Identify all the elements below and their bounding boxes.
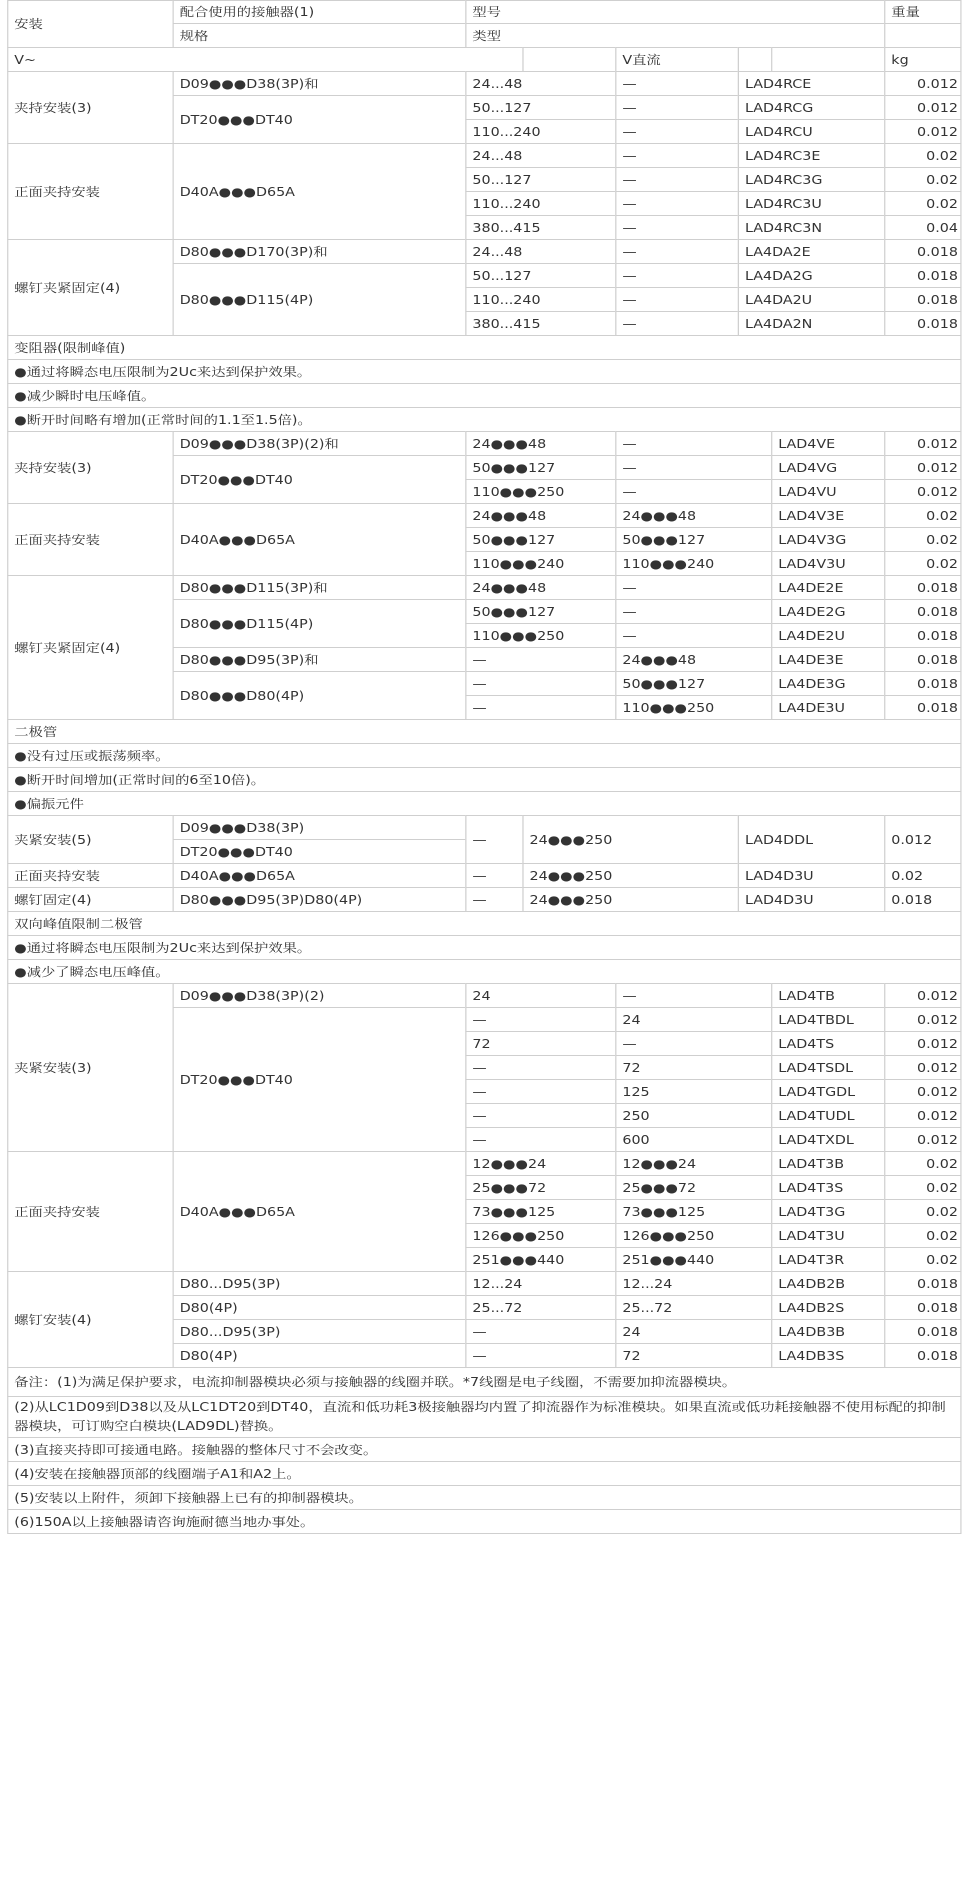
footnote-5: (5)安装以上附件，须卸下接触器上已有的抑制器模块。 xyxy=(7,1485,961,1510)
vdc-cell: 72 xyxy=(615,1343,772,1368)
model-cell: LAD4T3G xyxy=(771,1199,885,1224)
model-cell: LA4DE2U xyxy=(771,623,885,648)
vdc-cell: — xyxy=(615,167,739,192)
vac-cell: — xyxy=(465,863,523,888)
vdc-cell: — xyxy=(615,119,739,144)
install-clamp-3: 夹紧安装(3) xyxy=(7,983,174,1152)
weight-cell: 0.018 xyxy=(884,263,961,288)
vdc-cell: — xyxy=(615,215,739,240)
diode-bullet: ●没有过压或振荡频率。 xyxy=(7,743,961,768)
model-cell: LAD4T3S xyxy=(771,1175,885,1200)
footnote-6: (6)150A以上接触器请咨询施耐德当地办事处。 xyxy=(7,1509,961,1534)
vdc-cell: — xyxy=(615,455,772,480)
vdc-cell: — xyxy=(615,239,739,264)
vac-cell: — xyxy=(465,1055,616,1080)
weight-cell: 0.012 xyxy=(884,983,961,1008)
section-title-varistor: 变阻器(限制峰值) xyxy=(7,335,961,360)
weight-cell: 0.018 xyxy=(884,575,961,600)
vdc-cell: 25...72 xyxy=(615,1295,772,1320)
vac-cell: 24●●●48 xyxy=(465,431,616,456)
vdc-cell: — xyxy=(615,287,739,312)
model-cell: LAD4RCG xyxy=(738,95,886,120)
vac-cell: 380...415 xyxy=(465,215,616,240)
model-cell: LAD4VU xyxy=(771,479,885,504)
vdc-cell: — xyxy=(615,311,739,336)
weight-cell: 0.02 xyxy=(884,1223,961,1248)
weight-cell: 0.02 xyxy=(884,167,961,192)
model-cell: LA4DE2E xyxy=(771,575,885,600)
header-contactor: 配合使用的接触器(1) xyxy=(173,0,467,24)
model-cell: LA4DA2N xyxy=(738,311,886,336)
vdc-cell: — xyxy=(615,575,772,600)
vac-cell: 25●●●72 xyxy=(465,1175,616,1200)
vac-cell: 73●●●125 xyxy=(465,1199,616,1224)
vdc-cell: 24●●●250 xyxy=(522,863,739,888)
vac-cell: 50●●●127 xyxy=(465,455,616,480)
model-cell: LAD4RC3G xyxy=(738,167,886,192)
vdc-cell: 110●●●250 xyxy=(615,695,772,720)
weight-cell: 0.02 xyxy=(884,1247,961,1272)
spec-d09-d38: D09●●●D38(3P)和 xyxy=(173,71,467,96)
vac-cell: 12●●●24 xyxy=(465,1151,616,1176)
vdc-cell: — xyxy=(615,983,772,1008)
spec-d40a-d65a: D40A●●●D65A xyxy=(173,1151,467,1272)
vac-cell: 24...48 xyxy=(465,71,616,96)
vac-cell: 110●●●250 xyxy=(465,479,616,504)
weight-cell: 0.012 xyxy=(884,119,961,144)
vac-cell: 110...240 xyxy=(465,287,616,312)
spec-d80-d170: D80●●●D170(3P)和 xyxy=(173,239,467,264)
weight-cell: 0.02 xyxy=(884,551,961,576)
vdc-cell: 50●●●127 xyxy=(615,527,772,552)
vac-cell: 24●●●48 xyxy=(465,575,616,600)
weight-cell: 0.018 xyxy=(884,647,961,672)
vdc-cell: 24●●●48 xyxy=(615,503,772,528)
model-cell: LA4DB2S xyxy=(771,1295,885,1320)
vac-cell: — xyxy=(465,671,616,696)
model-cell: LAD4TXDL xyxy=(771,1127,885,1152)
spec-d09-d38: D09●●●D38(3P) xyxy=(173,815,467,840)
weight-cell: 0.012 xyxy=(884,1127,961,1152)
model-cell: LAD4V3E xyxy=(771,503,885,528)
vdc-cell: 600 xyxy=(615,1127,772,1152)
spec-d80-4p: D80(4P) xyxy=(173,1295,467,1320)
diode-bullet: ●断开时间增加(正常时间的6至10倍)。 xyxy=(7,767,961,792)
model-cell: LAD4V3G xyxy=(771,527,885,552)
model-cell: LA4DA2G xyxy=(738,263,886,288)
vac-cell: — xyxy=(465,1079,616,1104)
model-cell: LAD4DDL xyxy=(738,815,886,864)
spec-d80-d95-3p: D80...D95(3P) xyxy=(173,1271,467,1296)
model-cell: LA4DA2U xyxy=(738,287,886,312)
weight-cell: 0.018 xyxy=(884,311,961,336)
vac-cell: — xyxy=(465,887,523,912)
model-cell: LAD4T3U xyxy=(771,1223,885,1248)
model-cell: LAD4TSDL xyxy=(771,1055,885,1080)
weight-cell: 0.018 xyxy=(884,1271,961,1296)
unit-blank-3 xyxy=(771,47,885,72)
vac-cell: — xyxy=(465,1007,616,1032)
model-cell: LAD4RC3E xyxy=(738,143,886,168)
vdc-cell: — xyxy=(615,263,739,288)
vac-cell: 24 xyxy=(465,983,616,1008)
vdc-cell: — xyxy=(615,431,772,456)
footnote-2: (2)从LC1D09到D38以及从LC1DT20到DT40，直流和低功耗3极接触器均内置了抑流器作为标准模块。如果直流或低功耗接触器不使用标配的抑制器模块，可订购空白模块(LAD9DL)替换。 xyxy=(7,1396,961,1438)
spec-d40a-d65a: D40A●●●D65A xyxy=(173,143,467,240)
vac-cell: 50...127 xyxy=(465,263,616,288)
spec-d80-d95-3p: D80...D95(3P) xyxy=(173,1319,467,1344)
unit-vdc: V直流 xyxy=(615,47,739,72)
weight-cell: 0.012 xyxy=(884,431,961,456)
model-cell: LAD4RC3N xyxy=(738,215,886,240)
install-screw-clamp-4: 螺钉夹紧固定(4) xyxy=(7,239,174,336)
weight-cell: 0.02 xyxy=(884,191,961,216)
section-title-diode: 二极管 xyxy=(7,719,961,744)
install-front-clip: 正面夹持安装 xyxy=(7,863,174,888)
model-cell: LAD4T3R xyxy=(771,1247,885,1272)
spec-dt20-dt40: DT20●●●DT40 xyxy=(173,455,467,504)
header-spec: 规格 xyxy=(173,23,467,48)
bidir-bullet: ●减少了瞬态电压峰值。 xyxy=(7,959,961,984)
weight-cell: 0.018 xyxy=(884,623,961,648)
unit-blank-2 xyxy=(738,47,773,72)
vac-cell: — xyxy=(465,1103,616,1128)
vac-cell: — xyxy=(465,695,616,720)
spec-d80-d115-4p: D80●●●D115(4P) xyxy=(173,263,467,336)
vdc-cell: 12...24 xyxy=(615,1271,772,1296)
model-cell: LAD4VG xyxy=(771,455,885,480)
vac-cell: 50●●●127 xyxy=(465,599,616,624)
vac-cell: 50●●●127 xyxy=(465,527,616,552)
vdc-cell: 50●●●127 xyxy=(615,671,772,696)
weight-cell: 0.018 xyxy=(884,695,961,720)
vac-cell: 50...127 xyxy=(465,95,616,120)
install-screw-fix-4: 螺钉固定(4) xyxy=(7,887,174,912)
spec-d40a-d65a: D40A●●●D65A xyxy=(173,863,467,888)
vac-cell: 25...72 xyxy=(465,1295,616,1320)
model-cell: LAD4D3U xyxy=(738,887,886,912)
spec-d09-d38: D09●●●D38(3P)(2) xyxy=(173,983,467,1008)
weight-cell: 0.012 xyxy=(884,1055,961,1080)
model-cell: LAD4V3U xyxy=(771,551,885,576)
weight-cell: 0.012 xyxy=(884,95,961,120)
model-cell: LA4DE3E xyxy=(771,647,885,672)
weight-cell: 0.012 xyxy=(884,1079,961,1104)
vac-cell: 380...415 xyxy=(465,311,616,336)
footnote-4: (4)安装在接触器顶部的线圈端子A1和A2上。 xyxy=(7,1461,961,1486)
vac-cell: 251●●●440 xyxy=(465,1247,616,1272)
vdc-cell: — xyxy=(615,71,739,96)
vdc-cell: — xyxy=(615,623,772,648)
model-cell: LAD4RC3U xyxy=(738,191,886,216)
varistor-bullet: ●断开时间略有增加(正常时间的1.1至1.5倍)。 xyxy=(7,407,961,432)
vdc-cell: 24●●●250 xyxy=(522,887,739,912)
model-cell: LA4DE3U xyxy=(771,695,885,720)
model-cell: LAD4T3B xyxy=(771,1151,885,1176)
unit-vac: V~ xyxy=(7,47,523,72)
header-install: 安装 xyxy=(7,0,174,48)
vdc-cell: — xyxy=(615,191,739,216)
install-front-clip: 正面夹持安装 xyxy=(7,143,174,240)
vdc-cell: 110●●●240 xyxy=(615,551,772,576)
weight-cell: 0.018 xyxy=(884,671,961,696)
weight-cell: 0.018 xyxy=(884,1343,961,1368)
model-cell: LAD4TB xyxy=(771,983,885,1008)
spec-d80-4p: D80(4P) xyxy=(173,1343,467,1368)
vdc-cell: 24 xyxy=(615,1319,772,1344)
vdc-cell: 24 xyxy=(615,1007,772,1032)
vdc-cell: — xyxy=(615,1031,772,1056)
weight-cell: 0.02 xyxy=(884,863,961,888)
spec-dt20-dt40: DT20●●●DT40 xyxy=(173,95,467,144)
vdc-cell: 250 xyxy=(615,1103,772,1128)
model-cell: LA4DB3S xyxy=(771,1343,885,1368)
vdc-cell: 126●●●250 xyxy=(615,1223,772,1248)
weight-cell: 0.012 xyxy=(884,479,961,504)
spec-d80-d95-3p: D80●●●D95(3P)和 xyxy=(173,647,467,672)
weight-cell: 0.02 xyxy=(884,503,961,528)
vdc-cell: 25●●●72 xyxy=(615,1175,772,1200)
vac-cell: — xyxy=(465,647,616,672)
model-cell: LAD4D3U xyxy=(738,863,886,888)
model-cell: LAD4RCE xyxy=(738,71,886,96)
model-cell: LAD4VE xyxy=(771,431,885,456)
weight-cell: 0.012 xyxy=(884,1031,961,1056)
vdc-cell: 24●●●250 xyxy=(522,815,739,864)
spec-dt20-dt40: DT20●●●DT40 xyxy=(173,839,467,864)
vdc-cell: 125 xyxy=(615,1079,772,1104)
bidir-bullet: ●通过将瞬态电压限制为2Uc来达到保护效果。 xyxy=(7,935,961,960)
spec-d40a-d65a: D40A●●●D65A xyxy=(173,503,467,576)
weight-cell: 0.04 xyxy=(884,215,961,240)
vdc-cell: 251●●●440 xyxy=(615,1247,772,1272)
spec-dt20-dt40: DT20●●●DT40 xyxy=(173,1007,467,1152)
vac-cell: — xyxy=(465,1343,616,1368)
vac-cell: 24●●●48 xyxy=(465,503,616,528)
vac-cell: 110...240 xyxy=(465,191,616,216)
varistor-bullet: ●通过将瞬态电压限制为2Uc来达到保护效果。 xyxy=(7,359,961,384)
weight-cell: 0.018 xyxy=(884,599,961,624)
install-screw-4: 螺钉安装(4) xyxy=(7,1271,174,1368)
header-blank xyxy=(884,23,961,48)
install-clip-3: 夹持安装(3) xyxy=(7,431,174,504)
vac-cell: 24...48 xyxy=(465,239,616,264)
footnote-3: (3)直接夹持即可接通电路。接触器的整体尺寸不会改变。 xyxy=(7,1437,961,1462)
vac-cell: 110...240 xyxy=(465,119,616,144)
spec-d80-d80-4p: D80●●●D80(4P) xyxy=(173,671,467,720)
varistor-bullet: ●减少瞬时电压峰值。 xyxy=(7,383,961,408)
vac-cell: 50...127 xyxy=(465,167,616,192)
diode-bullet: ●偏振元件 xyxy=(7,791,961,816)
weight-cell: 0.02 xyxy=(884,1175,961,1200)
footnote-1: 备注：(1)为满足保护要求，电流抑制器模块必须与接触器的线圈并联。*7线圈是电子线圈，不需要加抑流器模块。 xyxy=(7,1367,961,1397)
model-cell: LAD4RCU xyxy=(738,119,886,144)
model-cell: LAD4TBDL xyxy=(771,1007,885,1032)
weight-cell: 0.02 xyxy=(884,527,961,552)
weight-cell: 0.02 xyxy=(884,143,961,168)
weight-cell: 0.018 xyxy=(884,287,961,312)
spec-d80-d115-4p: D80●●●D115(4P) xyxy=(173,599,467,648)
weight-cell: 0.018 xyxy=(884,887,961,912)
header-type: 类型 xyxy=(465,23,885,48)
install-clip-3: 夹持安装(3) xyxy=(7,71,174,144)
spec-d80-d115-3p: D80●●●D115(3P)和 xyxy=(173,575,467,600)
install-front-clip: 正面夹持安装 xyxy=(7,1151,174,1272)
model-cell: LA4DE2G xyxy=(771,599,885,624)
weight-cell: 0.012 xyxy=(884,455,961,480)
install-front-clip: 正面夹持安装 xyxy=(7,503,174,576)
weight-cell: 0.012 xyxy=(884,1007,961,1032)
header-weight: 重量 xyxy=(884,0,961,24)
vac-cell: — xyxy=(465,1319,616,1344)
vac-cell: 12...24 xyxy=(465,1271,616,1296)
weight-cell: 0.018 xyxy=(884,239,961,264)
vdc-cell: — xyxy=(615,143,739,168)
vac-cell: 110●●●240 xyxy=(465,551,616,576)
weight-cell: 0.012 xyxy=(884,815,961,864)
weight-cell: 0.02 xyxy=(884,1151,961,1176)
unit-kg: kg xyxy=(884,47,961,72)
weight-cell: 0.012 xyxy=(884,1103,961,1128)
vdc-cell: — xyxy=(615,599,772,624)
vdc-cell: — xyxy=(615,479,772,504)
weight-cell: 0.018 xyxy=(884,1319,961,1344)
header-model: 型号 xyxy=(465,0,885,24)
vdc-cell: 12●●●24 xyxy=(615,1151,772,1176)
vdc-cell: — xyxy=(615,95,739,120)
unit-blank-1 xyxy=(522,47,616,72)
vac-cell: 110●●●250 xyxy=(465,623,616,648)
model-cell: LAD4TGDL xyxy=(771,1079,885,1104)
model-cell: LAD4TS xyxy=(771,1031,885,1056)
spec-d09-d38: D09●●●D38(3P)(2)和 xyxy=(173,431,467,456)
spec-d80-d95: D80●●●D95(3P)D80(4P) xyxy=(173,887,467,912)
vac-cell: 72 xyxy=(465,1031,616,1056)
vdc-cell: 73●●●125 xyxy=(615,1199,772,1224)
model-cell: LAD4TUDL xyxy=(771,1103,885,1128)
vac-cell: 24...48 xyxy=(465,143,616,168)
vac-cell: — xyxy=(465,815,523,864)
model-cell: LA4DA2E xyxy=(738,239,886,264)
weight-cell: 0.018 xyxy=(884,1295,961,1320)
install-screw-clamp-4: 螺钉夹紧固定(4) xyxy=(7,575,174,720)
vdc-cell: 24●●●48 xyxy=(615,647,772,672)
model-cell: LA4DB2B xyxy=(771,1271,885,1296)
weight-cell: 0.02 xyxy=(884,1199,961,1224)
install-clamp-5: 夹紧安装(5) xyxy=(7,815,174,864)
vac-cell: — xyxy=(465,1127,616,1152)
model-cell: LA4DB3B xyxy=(771,1319,885,1344)
weight-cell: 0.012 xyxy=(884,71,961,96)
vdc-cell: 72 xyxy=(615,1055,772,1080)
vac-cell: 126●●●250 xyxy=(465,1223,616,1248)
section-title-bidir: 双向峰值限制二极管 xyxy=(7,911,961,936)
model-cell: LA4DE3G xyxy=(771,671,885,696)
